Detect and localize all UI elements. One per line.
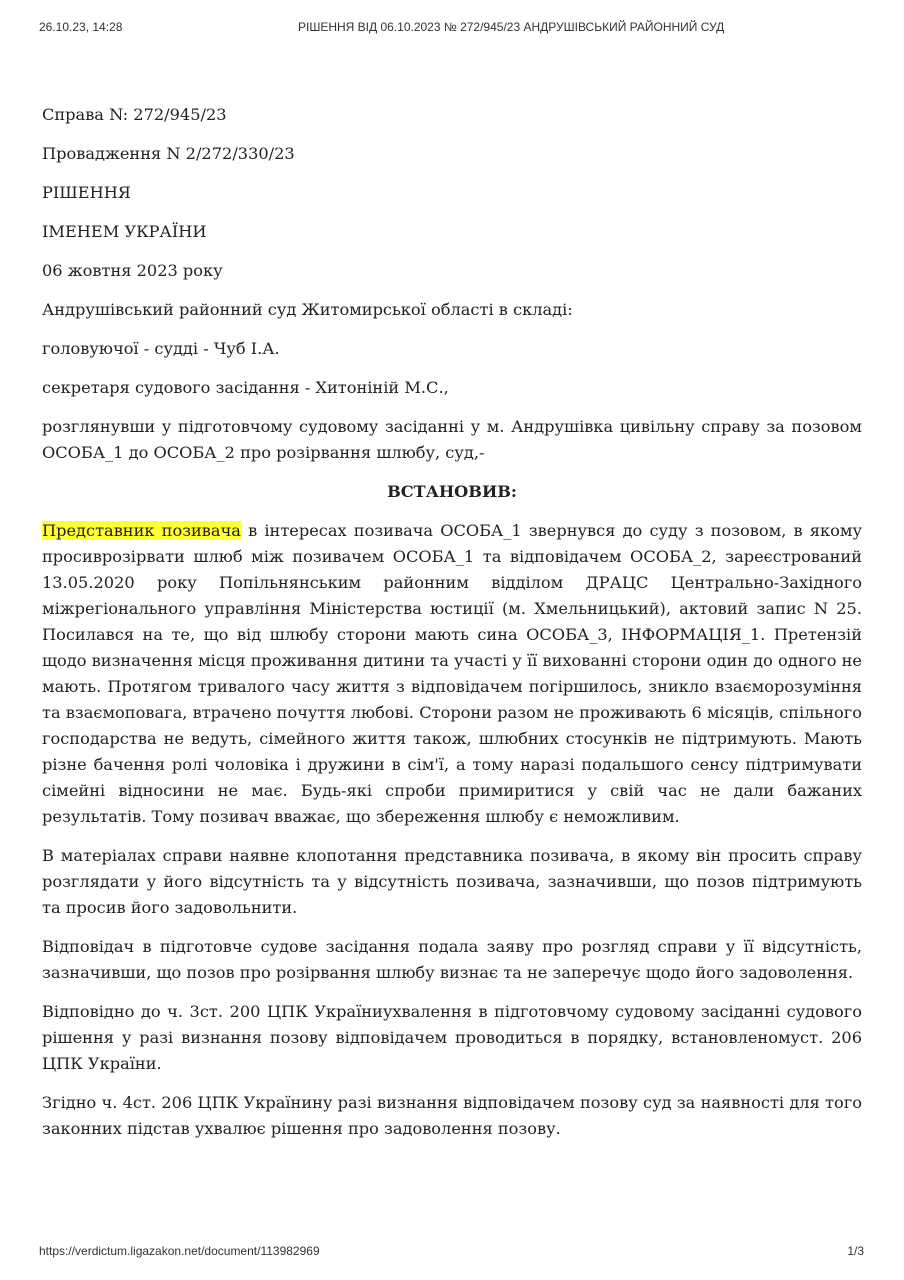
print-header — [0, 20, 904, 40]
print-page-title: РІШЕННЯ ВІД 06.10.2023 № 272/945/23 АНДРУШІВСЬКИЙ РАЙОННИЙ СУД — [298, 20, 725, 34]
paragraph-defendant: Відповідач в підготовче судове засідання подала заяву про розгляд справи у її відсутність, зазначивши, що позов про розірвання шлюбу визнає та не заперечує щодо його задоволення. — [42, 937, 862, 982]
intro-paragraph: розглянувши у підготовчому судовому засіданні у м. Андрушівка цивільну справу за позовом ОСОБА_1 до ОСОБА_2 про розірвання шлюбу, суд,- — [42, 417, 862, 462]
paragraph-claim — [42, 518, 862, 830]
page-counter: 1/3 — [847, 1244, 864, 1258]
highlighted-text: Представник позивача — [42, 521, 241, 540]
case-number: Справа N: 272/945/23 — [42, 105, 227, 124]
document-url: https://verdictum.ligazakon.net/document/113982969 — [39, 1244, 320, 1258]
decision-label: РІШЕННЯ — [42, 183, 131, 202]
print-footer — [0, 1244, 904, 1264]
paragraph-claim-text: в інтересах позивача ОСОБА_1 звернувся до суду з позовом, в якому просиврозірвати шлюб між позивачем ОСОБА_1 та відповідачем ОСОБА_2, зареєстрований 13.05.2020 року Попільнянським районним відділом ДРАЦС Центрально-Західного міжрегіонального управління Міністерства юстиції (м. Хмельницький), актовий запис N 25. Посилався на те, що від шлюбу сторони мають сина ОСОБА_3, ІНФОРМАЦІЯ_1. Претензій щодо визначення місця проживання дитини та участі у її вихованні сторони один до одного не мають. Протягом тривалого часу життя з відповідачем погіршилось, зникло взаєморозуміння та взаємоповага, втрачено почуття любові. Сторони разом не проживають 6 місяців, спільного господарства не ведуть, сімейного життя також, шлюбних стосунків не підтримують. Мають різне бачення ролі чоловіка і дружини в сім'ї, а тому наразі подальшого сенсу підтримувати сімейні відносини не має. Будь-які спроби примиритися у свій час не дали бажаних результатів. Тому позивач вважає, що збереження шлюбу є неможливим. — [42, 521, 862, 826]
paragraph-law-200: Відповідно до ч. 3ст. 200 ЦПК Україниухвалення в підготовчому судовому засіданні судового рішення у разі визнання позову відповідачем проводиться в порядку, встановленомуст. 206 ЦПК України. — [42, 1002, 862, 1073]
presiding-judge: головуючої - судді - Чуб І.А. — [42, 339, 280, 358]
decision-date: 06 жовтня 2023 року — [42, 261, 223, 280]
paragraph-law-206: Згідно ч. 4ст. 206 ЦПК Українину разі визнання відповідачем позову суд за наявності для того законних підстав ухвалює рішення про задоволення позову. — [42, 1093, 862, 1138]
print-datetime: 26.10.23, 14:28 — [39, 20, 123, 34]
court-secretary: секретаря судового засідання - Хитоніній М.С., — [42, 378, 449, 397]
in-name-of: ІМЕНЕМ УКРАЇНИ — [42, 222, 207, 241]
document-body — [42, 102, 862, 1155]
section-heading: ВСТАНОВИВ: — [387, 482, 517, 501]
proceeding-number: Провадження N 2/272/330/23 — [42, 144, 295, 163]
court-composition: Андрушівський районний суд Житомирської області в складі: — [42, 300, 573, 319]
paragraph-motion: В матеріалах справи наявне клопотання представника позивача, в якому він просить справу розглядати у його відсутність та у відсутність позивача, зазначивши, що позов підтримують та просив його задовольнити. — [42, 846, 862, 917]
